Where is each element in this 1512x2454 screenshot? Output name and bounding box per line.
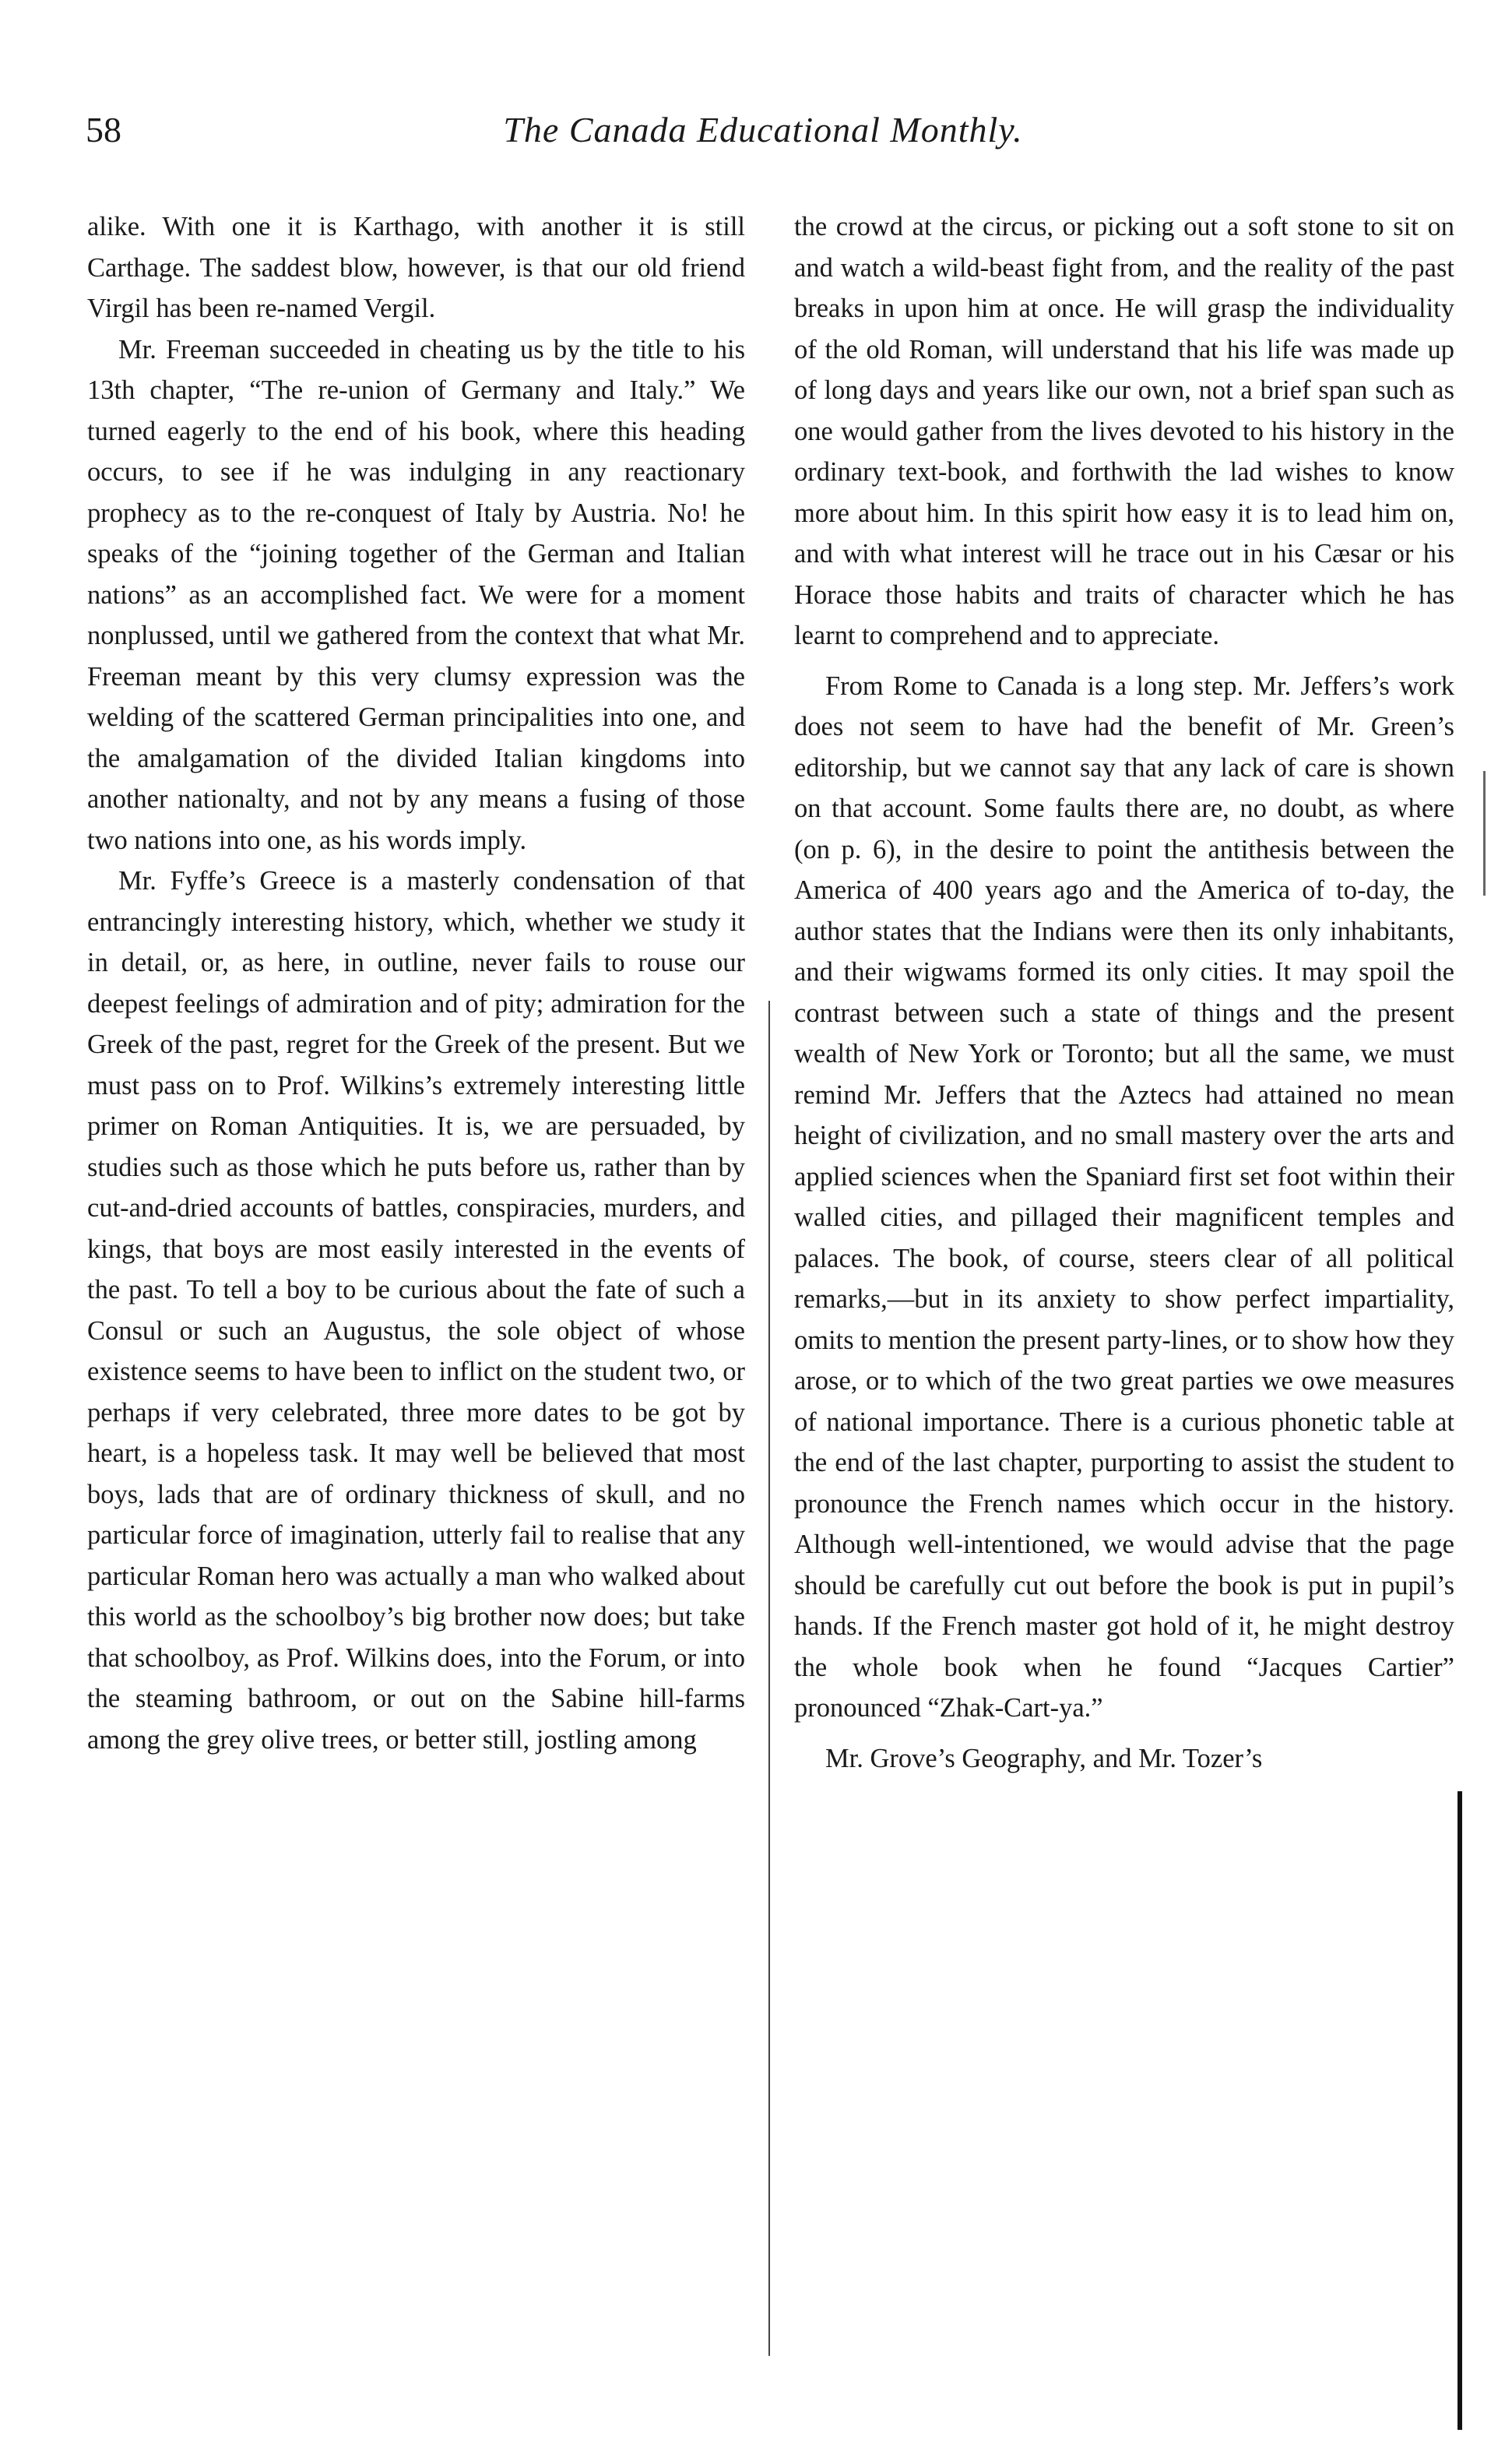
column-divider	[768, 1001, 770, 2356]
right-column	[794, 206, 1454, 1779]
page-header	[86, 109, 1440, 171]
running-head: The Canada Educational Monthly.	[503, 110, 1023, 150]
paragraph: Mr. Grove’s Geography, and Mr. Tozer’s	[825, 1743, 1263, 1773]
scan-edge-bar	[1457, 1791, 1462, 2430]
paragraph: alike. With one it is Karthago, with another it is still Carthage. The saddest blow, however, is that our old friend Virgil has been re-named Vergil.	[87, 212, 745, 323]
left-column	[87, 206, 745, 1760]
paragraph: From Rome to Canada is a long step. Mr. Jeffers’s work does not seem to have had the benefit of Mr. Green’s editorship, but we cannot say that any lack of care is shown on that account. Some faults there are, no doubt, as where (on p. 6), in the desire to point the antithesis between the America of 400 years ago and the America of to-day, the author states that the Indians were then its only inhabitants, and their wigwams formed its only cities. It may spoil the contrast between such a state of things and the present wealth of New York or Toronto; but all the same, we must remind Mr. Jeffers that the Aztecs had attained no mean height of civilization, and no small mastery over the arts and applied sciences when the Spaniard first set foot within their walled cities, and pillaged their magnificent temples and palaces. The book, of course, steers clear of all political remarks,—but in its anxiety to show perfect impartiality, omits to mention the present party-lines, or to show how they arose, or to which of the two great parties we owe measures of national importance. There is a curious phonetic table at the end of the last chapter, purporting to assist the student to pronounce the French names which occur in the history. Although well-intentioned, we would advise that the page should be carefully cut out before the book is put in pupil’s hands. If the French master got hold of it, he might destroy the whole book when he found “Jacques Cartier” pronounced “Zhak-Cart-ya.”	[794, 671, 1454, 1723]
paragraph: Mr. Fyffe’s Greece is a masterly condensation of that entrancingly interesting history, which, whether we study it in detail, or, as here, in outline, never fails to rouse our deepest feelings of admiration and of pity; admiration for the Greek of the past, regret for the Greek of the present. But we must pass on to Prof. Wilkins’s extremely interesting little primer on Roman Antiquities. It is, we are persuaded, by studies such as those which he puts before us, rather than by cut-and-dried accounts of battles, conspiracies, murders, and kings, that boys are most easily interested in the events of the past. To tell a boy to be curious about the fate of such a Consul or such an Augustus, the sole object of whose existence seems to have been to inflict on the student two, or perhaps if very celebrated, three more dates to be got by heart, is a hopeless task. It may well be believed that most boys, lads that are of ordinary thickness of skull, and no particular force of imagination, utterly fail to realise that any particular Roman hero was actually a man who walked about this world as the schoolboy’s big brother now does; but take that schoolboy, as Prof. Wilkins does, into the Forum, or into the steaming bathroom, or out on the Sabine hill-farms among the grey olive trees, or better still, jostling among	[87, 866, 745, 1755]
scan-edge-mark	[1483, 771, 1486, 896]
paragraph: Mr. Freeman succeeded in cheating us by the title to his 13th chapter, “The re-union of Germany and Italy.” We turned eagerly to the end of his book, where this heading occurs, to see if he was indulging in any reactionary prophecy as to the re-conquest of Italy by Austria. No! he speaks of the “joining together of the German and Italian nations” as an accomplished fact. We were for a moment nonplussed, until we gathered from the context that what Mr. Freeman meant by this very clumsy expression was the welding of the scattered German principalities into one, and the amalgamation of the divided Italian kingdoms into another nationalty, and not by any means a fusing of those two nations into one, as his words imply.	[87, 334, 745, 855]
page-number: 58	[86, 110, 121, 150]
paragraph: the crowd at the circus, or picking out a soft stone to sit on and watch a wild-beast fight from, and the reality of the past breaks in upon him at once. He will grasp the individuality of the old Roman, will understand that his life was made up of long days and years like our own, not a brief span such as one would gather from the lives devoted to his history in the ordinary text-book, and forthwith the lad wishes to know more about him. In this spirit how easy it is to lead him on, and with what interest will he trace out in his Cæsar or his Horace those habits and traits of character which he has learnt to comprehend and to appreciate.	[794, 212, 1454, 650]
